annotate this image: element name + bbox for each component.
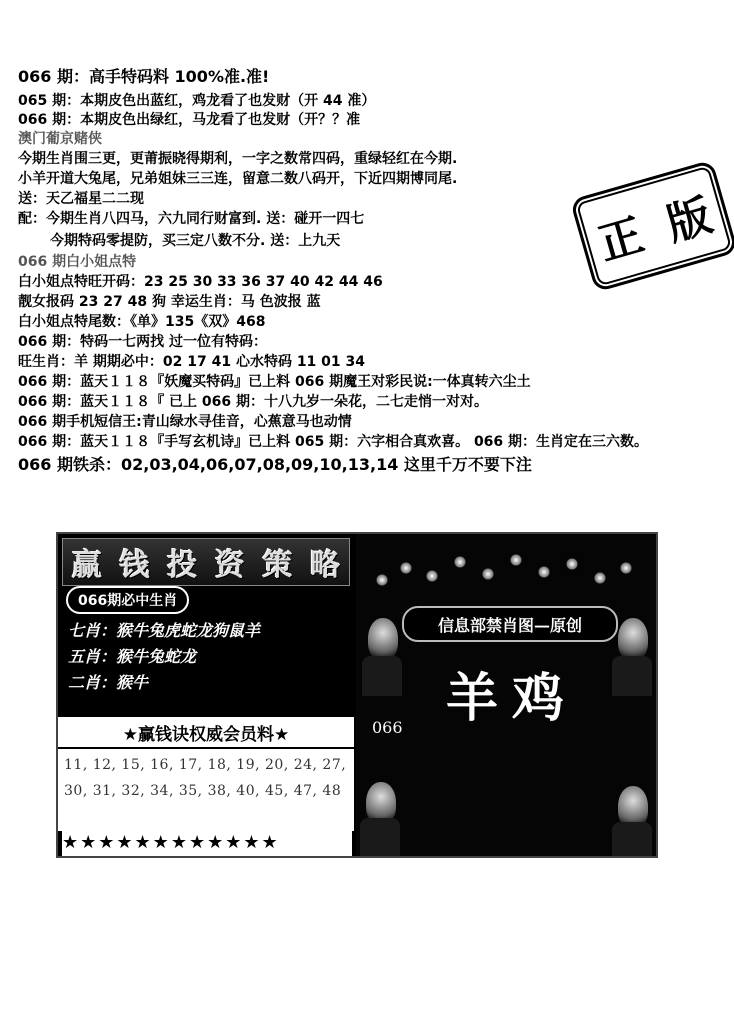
text-line-18: 066 期：蓝天１１８『手写玄机诗』已上料 065 期：六字相合真欢喜。 066 期：生肖定在三六数。 (18, 434, 649, 450)
page-title: 066 期：高手特码料 100%准.准! (18, 67, 270, 86)
portrait-suit (612, 656, 652, 696)
flower-decoration (620, 562, 632, 574)
title-char: 资 (214, 548, 245, 583)
info-banner: 信息部禁肖图—原创 (402, 606, 618, 642)
text-line-14: 旺生肖：羊 期期必中：02 17 41 心水特码 11 01 34 (18, 354, 366, 370)
flower-decoration (426, 570, 438, 582)
text-line-6: 送：天乙福星二二现 (18, 191, 144, 207)
zodiac-pick: 羊鸡 (446, 668, 579, 729)
member-title: ★赢钱诀权威会员料★ (58, 717, 354, 747)
stamp-char-zheng: 正 (592, 209, 650, 271)
text-line-12: 白小姐点特尾数：《单》135《双》468 (18, 314, 266, 330)
text-line-4: 今期生肖围三更，更莆振晓得期利，一字之数常四码，重绿轻红在今期. (18, 151, 458, 167)
stamp-char-ban: 版 (661, 189, 718, 252)
number-row-2: 30, 31, 32, 34, 35, 38, 40, 45, 47, 48 (64, 783, 342, 799)
period-number: 066 (372, 718, 403, 737)
flower-decoration (594, 572, 606, 584)
text-line-8: 今期特码零提防，买三定八数不分. 送：上九天 (50, 233, 341, 249)
title-char: 策 (262, 548, 293, 583)
text-line-1: 065 期：本期皮色出蓝红，鸡龙看了也发财（开 44 准） (18, 93, 376, 109)
poster-left-panel (58, 534, 354, 856)
number-row-1: 11, 12, 15, 16, 17, 18, 19, 20, 24, 27, (64, 757, 347, 773)
promo-poster (56, 532, 658, 858)
flower-decoration (566, 558, 578, 570)
prediction-seven: 七肖：猴牛兔虎蛇龙狗鼠羊 (68, 621, 261, 640)
section-heading-baixiaojie: 066 期白小姐点特 (18, 254, 137, 270)
flower-decoration (538, 566, 550, 578)
portrait-suit (362, 656, 402, 696)
poster-right-panel (356, 534, 656, 856)
text-line-7: 配：今期生肖八四马，六九同行财富到. 送：碰开一四七 (18, 211, 365, 227)
text-line-17: 066 期手机短信王:青山绿水寻佳音，心蕉意马也动情 (18, 414, 352, 430)
portrait-suit (612, 822, 652, 856)
flower-decoration (454, 556, 466, 568)
prediction-five: 五肖：猴牛兔蛇龙 (68, 647, 197, 666)
text-line-10: 白小姐点特旺开码：23 25 30 33 36 37 40 42 44 46 (18, 274, 383, 290)
text-line-13: 066 期：特码一七两找 过一位有特码： (18, 334, 267, 350)
text-line-16: 066 期：蓝天１１８『 已上 066 期：十八九岁一朵花，二七走悄一对对。 (18, 394, 488, 410)
text-line-2: 066 期：本期皮色出绿红，马龙看了也发财（开？？准 (18, 112, 361, 128)
section-heading-macau: 澳门葡京赌侠 (18, 131, 102, 147)
title-char: 赢 (71, 548, 102, 583)
number-block (58, 749, 354, 831)
text-line-5: 小羊开道大兔尾，兄弟姐妹三三连，留意二数八码开，下近四期博同尾. (18, 171, 458, 187)
flower-decoration (482, 568, 494, 580)
portrait-top-right (618, 618, 648, 660)
star-row: ★★★★★★★★★★★★ (62, 830, 352, 856)
flower-decoration (510, 554, 522, 566)
portrait-suit (360, 818, 400, 856)
title-char: 钱 (119, 548, 150, 583)
official-stamp (570, 159, 734, 292)
portrait-top-left (368, 618, 398, 660)
flower-decoration (400, 562, 412, 574)
text-line-11: 靓女报码 23 27 48 狗 幸运生肖：马 色波报 蓝 (18, 294, 321, 310)
flower-garland (356, 544, 656, 604)
text-line-kill-numbers: 066 期铁杀：02,03,04,06,07,08,09,10,13,14 这里千万不要下注 (18, 455, 532, 474)
title-char: 略 (310, 548, 341, 583)
poster-left-title (62, 538, 350, 586)
flower-decoration (376, 574, 388, 586)
period-pill: 066期必中生肖 (66, 586, 189, 614)
text-line-15: 066 期：蓝天１１８『妖魔买特码』已上料 066 期魔王对彩民说:一体真转六尘土 (18, 374, 531, 390)
prediction-two: 二肖：猴牛 (68, 673, 149, 692)
title-char: 投 (167, 548, 198, 583)
